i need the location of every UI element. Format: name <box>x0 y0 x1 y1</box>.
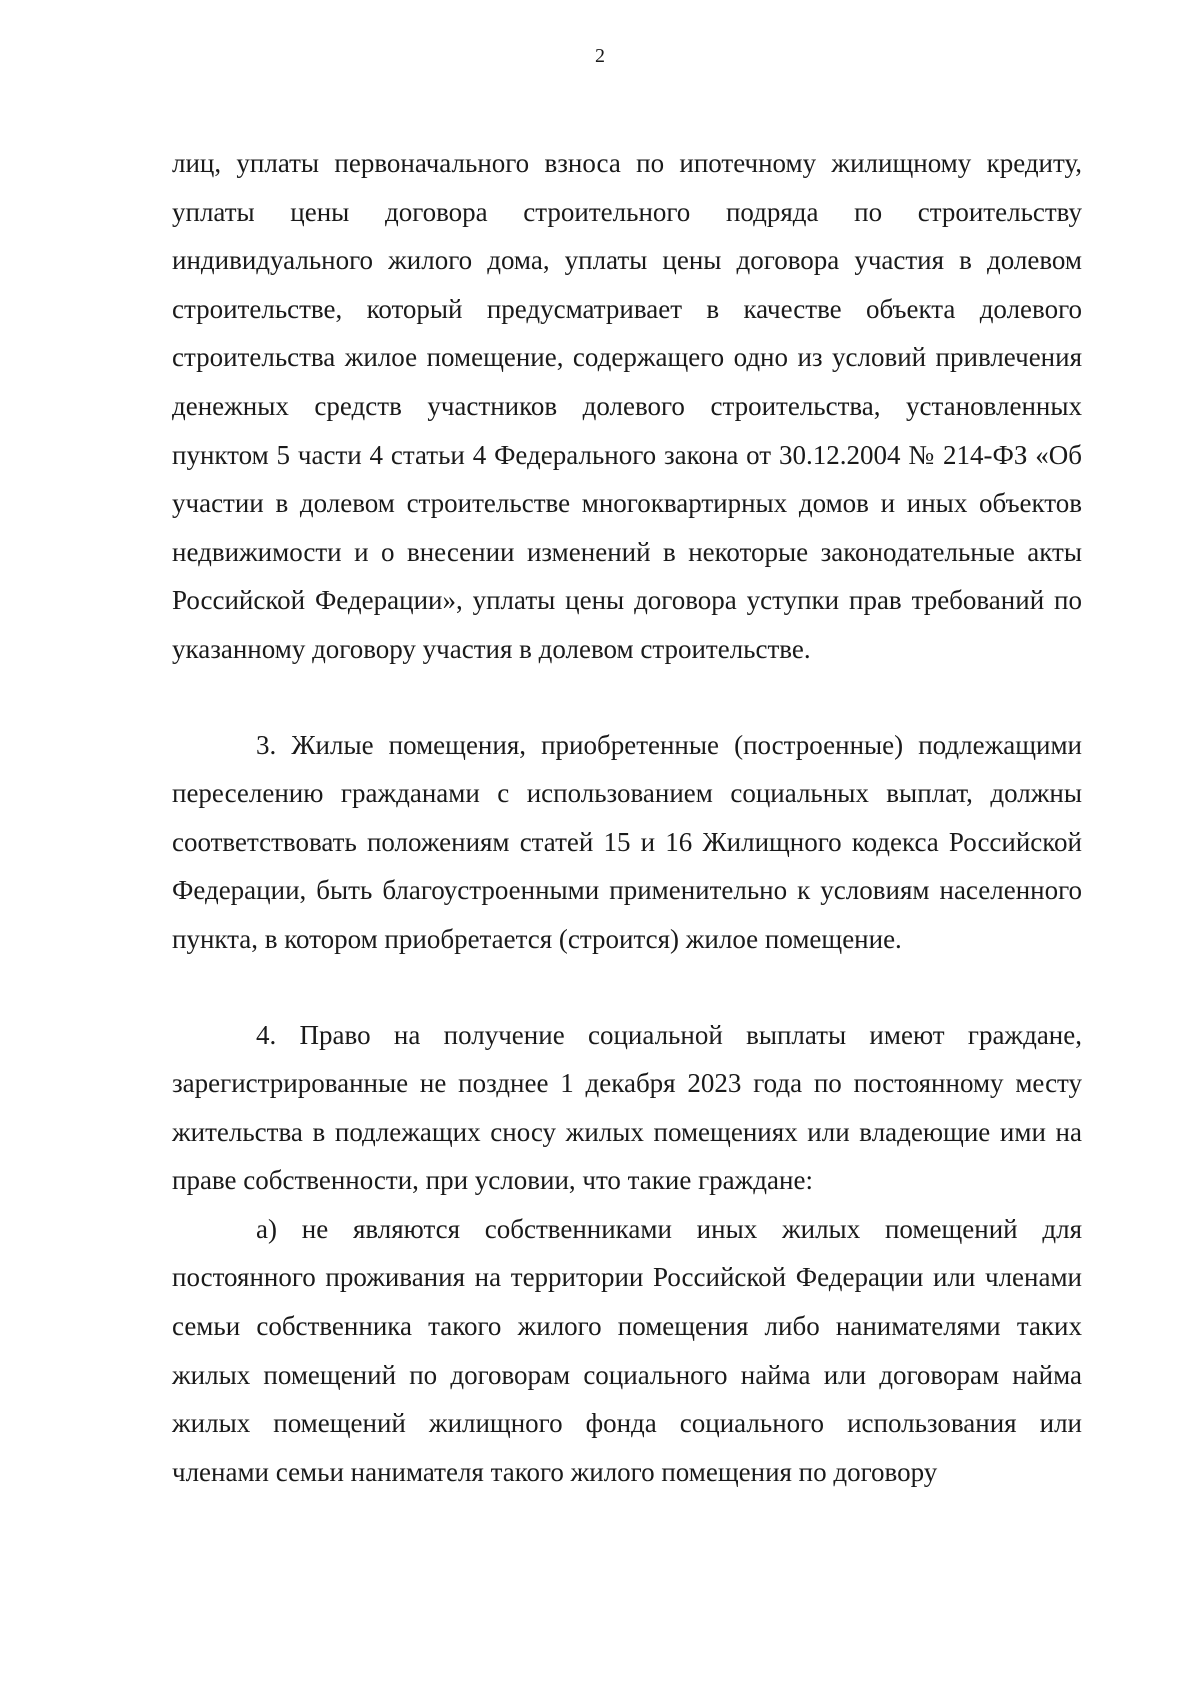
paragraph-subitem-a: а) не являются собственниками иных жилых помещений для постоянного проживания на территории Российской Федерации или членами семьи собственника такого жилого помещения либо нанимателями таких жилых помещений по договорам социального найма или договорам найма жилых помещений жилищного фонда социального использования или членами семьи нанимателя такого жилого помещения по договору <box>172 1213 1082 1487</box>
paragraph-item-3: 3. Жилые помещения, приобретенные (построенные) подлежащими переселению гражданами с использованием социальных выплат, должны соответствовать положениям статей 15 и 16 Жилищного кодекса Российской Федерации, быть благоустроенными применительно к условиям населенного пункта, в котором приобретается (строится) жилое помещение. <box>172 729 1082 954</box>
paragraph-item-4: 4. Право на получение социальной выплаты имеют граждане, зарегистрированные не позднее 1 декабря 2023 года по постоянному месту жительства в подлежащих сносу жилых помещениях или владеющие ими на праве собственности, при условии, что такие граждане: <box>172 1019 1082 1196</box>
page-number: 2 <box>595 45 605 67</box>
document-body <box>172 139 1082 1496</box>
paragraph-continuation: лиц, уплаты первоначального взноса по ипотечному жилищному кредиту, уплаты цены договора строительного подряда по строительству индивидуального жилого дома, уплаты цены договора участия в долевом строительстве, который предусматривает в качестве объекта долевого строительства жилое помещение, содержащего одно из условий привлечения денежных средств участников долевого строительства, установленных пунктом 5 части 4 статьи 4 Федерального закона от 30.12.2004 № 214-ФЗ «Об участии в долевом строительстве многоквартирных домов и иных объектов недвижимости и о внесении изменений в некоторые законодательные акты Российской Федерации», уплаты цены договора уступки прав требований по указанному договору участия в долевом строительстве. <box>172 148 1082 664</box>
